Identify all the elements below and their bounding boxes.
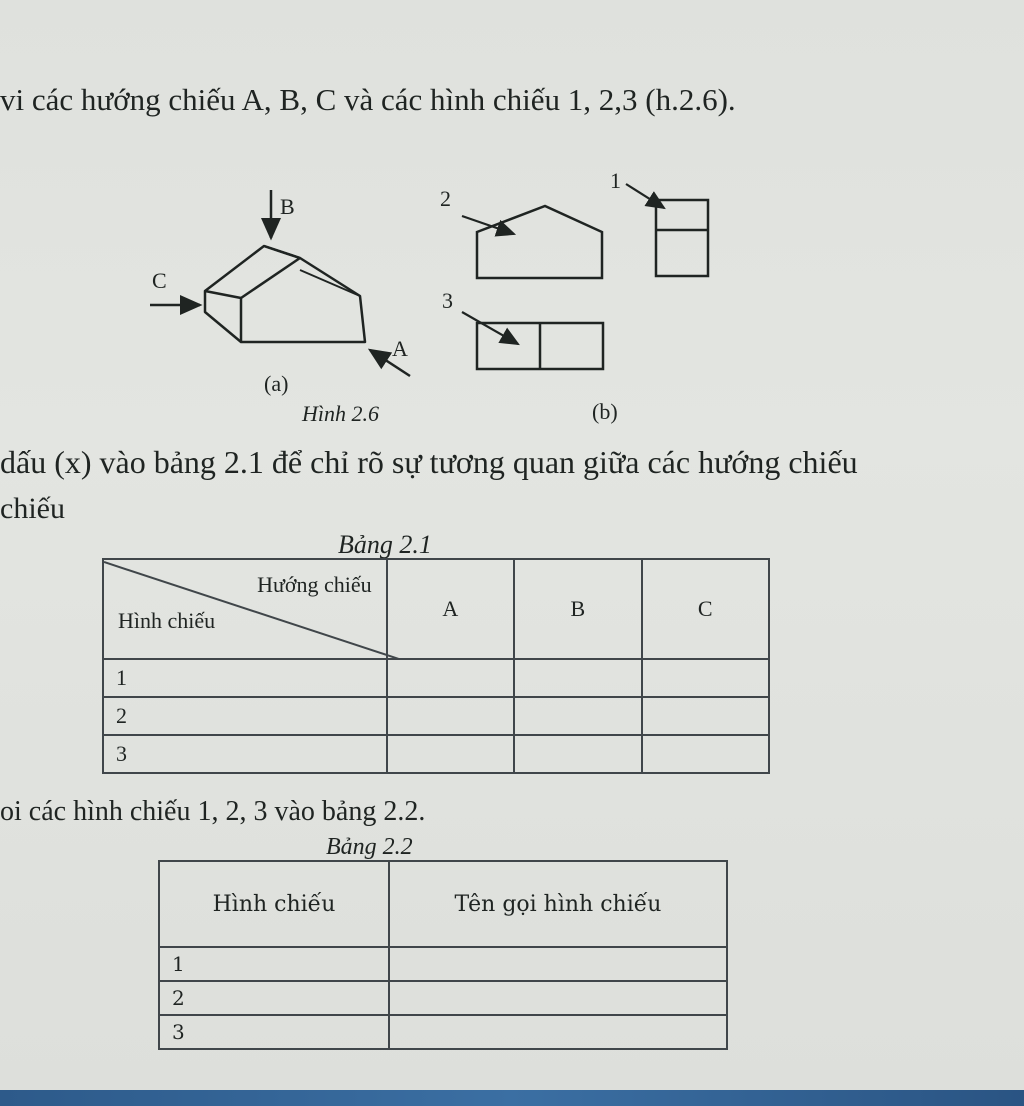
table-row bbox=[159, 1015, 727, 1049]
column-c: C bbox=[642, 559, 769, 659]
label-c: C bbox=[152, 268, 167, 293]
view-3-pointer bbox=[462, 312, 518, 344]
answer-cell[interactable] bbox=[389, 981, 727, 1015]
label-a: A bbox=[392, 336, 408, 361]
view-2-pointer bbox=[462, 216, 514, 234]
view-2-label: 2 bbox=[440, 186, 451, 211]
table-row bbox=[103, 735, 769, 773]
instruction-line-4: oi các hình chiếu 1, 2, 3 vào bảng 2.2. bbox=[0, 796, 426, 827]
caption-a: (a) bbox=[264, 371, 289, 396]
header-view: Hình chiếu bbox=[118, 608, 216, 633]
table-2-1-title: Bảng 2.1 bbox=[338, 530, 432, 559]
diagonal-header-cell bbox=[103, 559, 387, 659]
instruction-line-3: chiếu bbox=[0, 492, 65, 525]
header-view: Hình chiếu bbox=[159, 861, 389, 947]
view-3-label: 3 bbox=[442, 288, 453, 313]
isometric-object bbox=[205, 246, 365, 342]
table-2-2-title: Bảng 2.2 bbox=[326, 834, 413, 860]
column-b: B bbox=[514, 559, 641, 659]
answer-cell[interactable] bbox=[387, 697, 514, 735]
answer-cell[interactable] bbox=[387, 659, 514, 697]
table-2-1-header bbox=[103, 559, 769, 659]
figure-2-6 bbox=[0, 150, 760, 430]
row-label: 2 bbox=[103, 697, 387, 735]
column-a: A bbox=[387, 559, 514, 659]
table-2-2-header bbox=[159, 861, 727, 947]
view-3-shape bbox=[477, 323, 603, 369]
answer-cell[interactable] bbox=[642, 697, 769, 735]
answer-cell[interactable] bbox=[514, 697, 641, 735]
row-label: 1 bbox=[103, 659, 387, 697]
table-row bbox=[103, 659, 769, 697]
table-row bbox=[159, 981, 727, 1015]
answer-cell[interactable] bbox=[514, 735, 641, 773]
header-direction: Hướng chiếu bbox=[257, 572, 372, 597]
answer-cell[interactable] bbox=[389, 1015, 727, 1049]
row-label: 3 bbox=[159, 1015, 389, 1049]
caption-b: (b) bbox=[592, 399, 618, 424]
answer-cell[interactable] bbox=[642, 659, 769, 697]
answer-cell[interactable] bbox=[389, 947, 727, 981]
table-2-2 bbox=[158, 860, 728, 1050]
table-row bbox=[103, 697, 769, 735]
row-label: 3 bbox=[103, 735, 387, 773]
table-row bbox=[159, 947, 727, 981]
screen-bottom-bar bbox=[0, 1090, 1024, 1106]
view-2-shape bbox=[477, 206, 602, 278]
table-2-1 bbox=[102, 558, 770, 774]
row-label: 2 bbox=[159, 981, 389, 1015]
answer-cell[interactable] bbox=[514, 659, 641, 697]
view-1-shape bbox=[656, 200, 708, 276]
view-1-pointer bbox=[626, 184, 664, 208]
figure-title: Hình 2.6 bbox=[302, 401, 379, 426]
instruction-line-1: vi các hướng chiếu A, B, C và các hình chiếu 1, 2,3 (h.2.6). bbox=[0, 82, 736, 117]
label-b: B bbox=[280, 194, 295, 219]
header-view-name: Tên gọi hình chiếu bbox=[389, 861, 727, 947]
instruction-line-2: dấu (x) vào bảng 2.1 để chỉ rõ sự tương quan giữa các hướng chiếu bbox=[0, 444, 858, 480]
row-label: 1 bbox=[159, 947, 389, 981]
view-1-label: 1 bbox=[610, 168, 621, 193]
answer-cell[interactable] bbox=[387, 735, 514, 773]
answer-cell[interactable] bbox=[642, 735, 769, 773]
